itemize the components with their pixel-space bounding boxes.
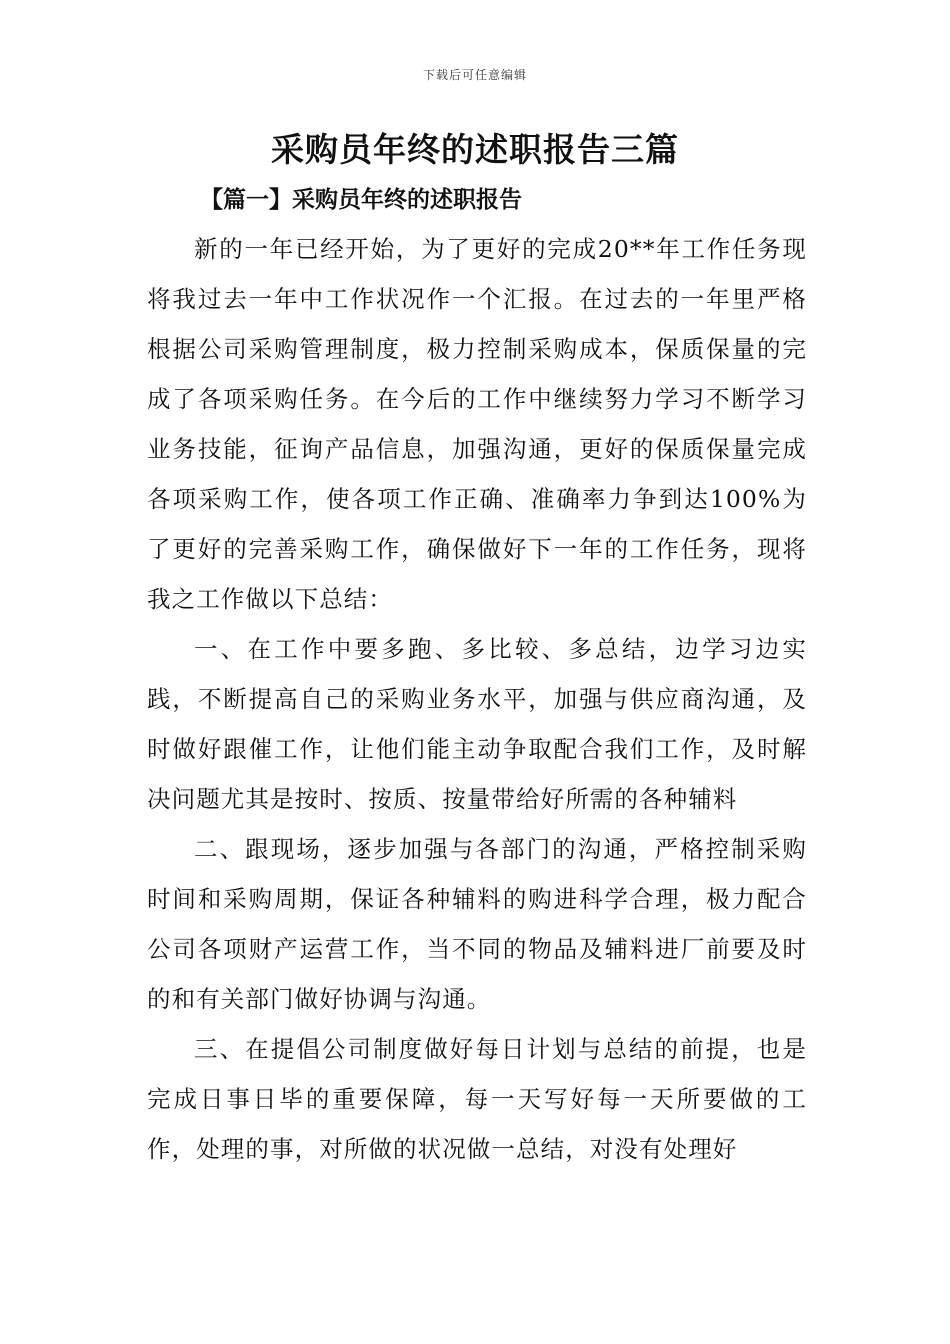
paragraph-intro: 新的一年已经开始，为了更好的完成20**年工作任务现将我过去一年中工作状况作一个汇报。在过去的一年里严格根据公司采购管理制度，极力控制采购成本，保质保量的完成了各项采购任务。在今后的工作中继续努力学习不断学习业务技能，征询产品信息，加强沟通，更好的保质保量完成各项采购工作，使各项工作正确、准确率力争到达100%为了更好的完善采购工作，确保做好下一年的工作任务，现将我之工作做以下总结： [147,235,807,613]
paragraph-point-two: 二、跟现场，逐步加强与各部门的沟通，严格控制采购时间和采购周期，保证各种辅料的购进科学合理，极力配合公司各项财产运营工作，当不同的物品及辅料进厂前要及时的和有关部门做好协调与沟通。 [147,835,807,1013]
paragraph-point-three: 三、在提倡公司制度做好每日计划与总结的前提，也是完成日事日毕的重要保障，每一天写好每一天所要做的工作，处理的事，对所做的状况做一总结，对没有处理好 [147,1035,807,1163]
paragraph-point-one: 一、在工作中要多跑、多比较、多总结，边学习边实践，不断提高自己的采购业务水平，加强与供应商沟通，及时做好跟催工作，让他们能主动争取配合我们工作，及时解决问题尤其是按时、按质、按量带给好所需的各种辅料 [147,635,807,813]
header-note: 下载后可任意编辑 [422,68,527,82]
section-heading: 【篇一】采购员年终的述职报告 [200,186,522,213]
document-body [147,224,807,1174]
document-title: 采购员年终的述职报告三篇 [271,130,679,169]
